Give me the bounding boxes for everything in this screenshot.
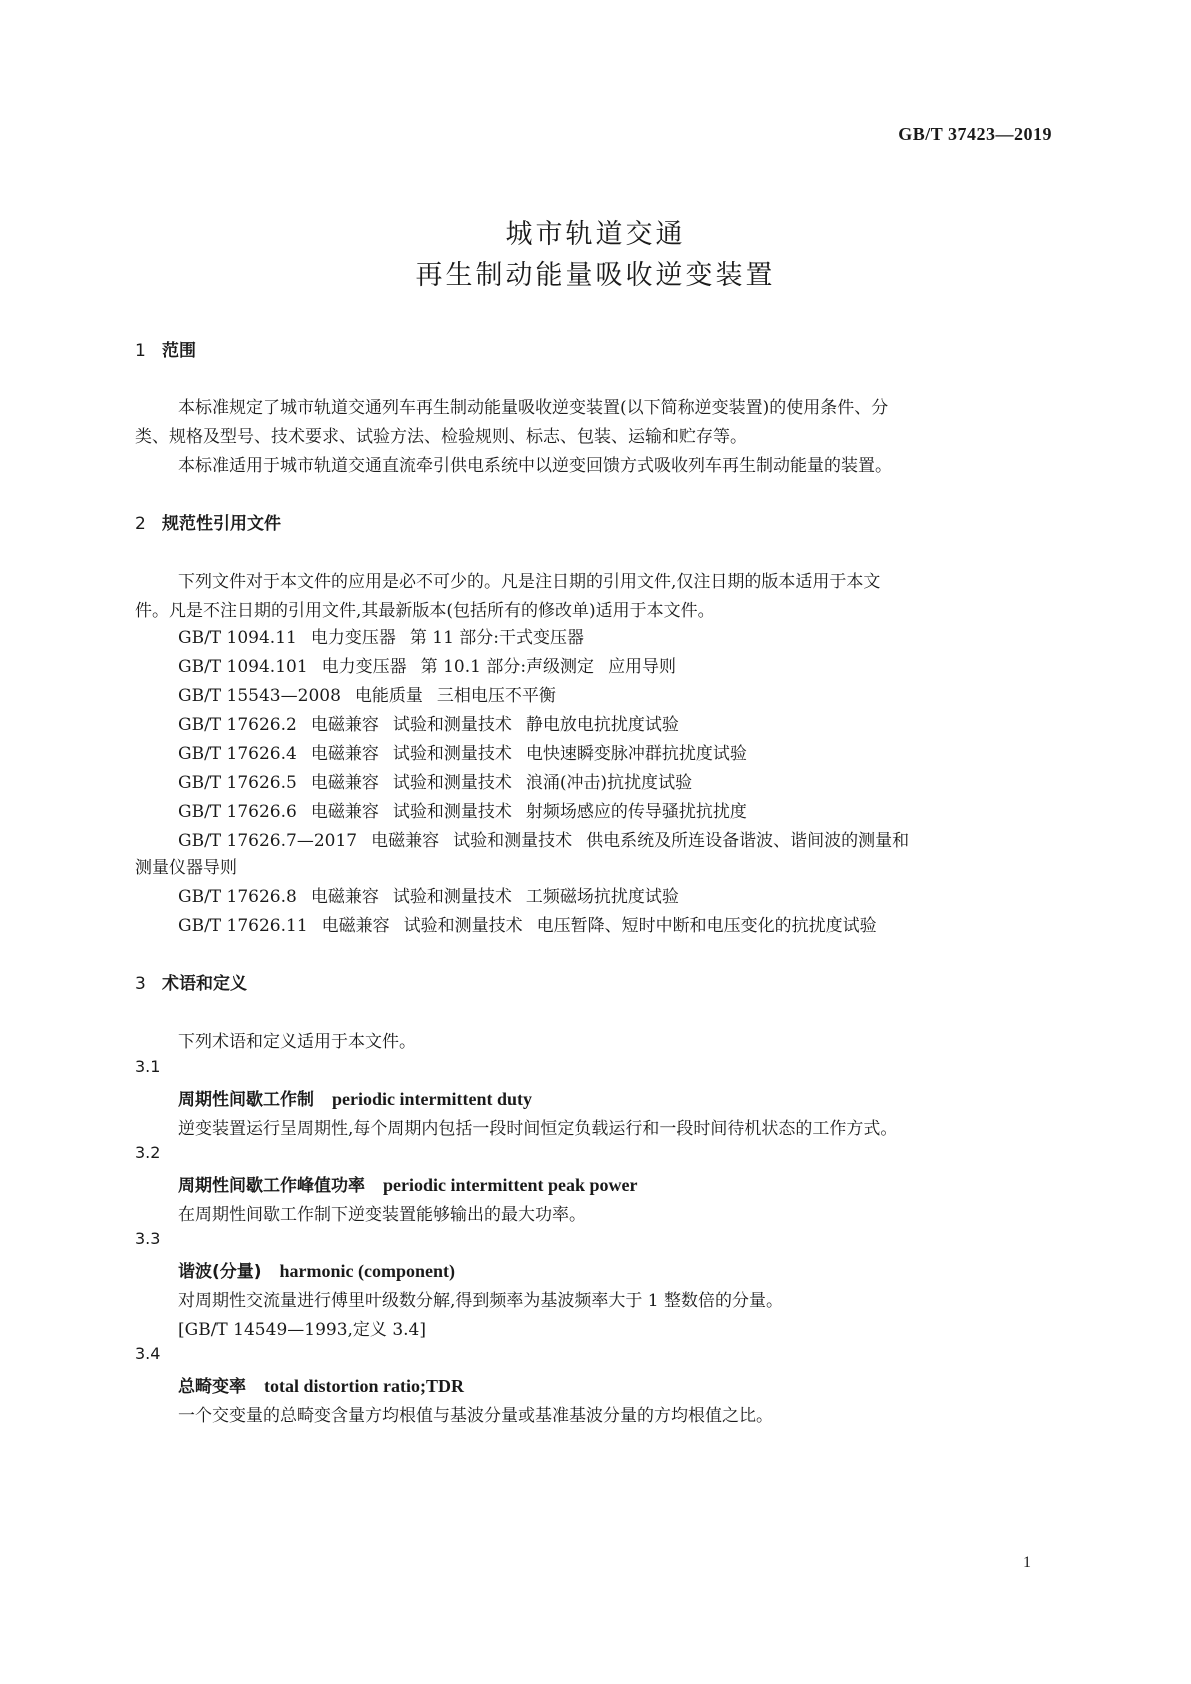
reference-code: GB/T 1094.11: [178, 628, 297, 648]
section-3-intro: 下列术语和定义适用于本文件。: [178, 1032, 416, 1052]
reference-title-part: 浪涌(冲击)抗扰度试验: [525, 773, 693, 793]
reference-code: GB/T 17626.5: [178, 773, 297, 793]
term-number: 3.1: [135, 1057, 161, 1076]
reference-line: [178, 739, 747, 764]
section-2-intro-line-1: 下列文件对于本文件的应用是必不可少的。凡是注日期的引用文件,仅注日期的版本适用于本文: [178, 572, 881, 592]
reference-line: [178, 652, 676, 677]
reference-title-part: 应用导则: [608, 657, 677, 677]
reference-title-part: 电磁兼容: [310, 802, 379, 822]
term-en: total distortion ratio;TDR: [264, 1376, 464, 1396]
page-number: 1: [1023, 1554, 1031, 1571]
section-3-heading: [135, 969, 247, 994]
reference-title-part: 试验和测量技术: [403, 916, 523, 936]
reference-title-part: 静电放电抗扰度试验: [525, 715, 679, 735]
reference-title-part: 电能质量: [354, 686, 423, 706]
reference-code: GB/T 17626.11: [178, 916, 308, 936]
reference-code: GB/T 17626.7—2017: [178, 831, 358, 851]
reference-code: GB/T 15543—2008: [178, 686, 341, 706]
term-zh: 总畸变率: [178, 1377, 246, 1397]
term-zh: 谐波(分量): [178, 1262, 262, 1282]
reference-title-part: 射频场感应的传导骚扰抗扰度: [525, 802, 747, 822]
reference-title-part: 电磁兼容: [310, 773, 379, 793]
term-title: [178, 1372, 464, 1397]
reference-continuation: 测量仪器导则: [135, 858, 237, 878]
section-1-heading: [135, 336, 196, 361]
reference-title-part: 试验和测量技术: [392, 802, 512, 822]
reference-title-part: 电磁兼容: [321, 916, 390, 936]
section-title: 范围: [162, 341, 196, 361]
section-1-para-1-line-1: 本标准规定了城市轨道交通列车再生制动能量吸收逆变装置(以下简称逆变装置)的使用条件、分: [178, 398, 889, 418]
title-line-2: 再生制动能量吸收逆变装置: [415, 260, 776, 291]
section-number: 3: [135, 974, 146, 994]
standard-number: GB/T 37423—2019: [898, 124, 1052, 144]
term-en: harmonic (component): [279, 1261, 456, 1281]
reference-title-part: 试验和测量技术: [453, 831, 573, 851]
reference-title-part: 电磁兼容: [310, 887, 379, 907]
reference-title-part: 试验和测量技术: [392, 715, 512, 735]
section-title: 规范性引用文件: [162, 514, 281, 534]
reference-line: [178, 710, 679, 735]
term-en: periodic intermittent duty: [332, 1089, 532, 1109]
term-title: [178, 1085, 532, 1110]
reference-line: [178, 768, 692, 793]
reference-line: [178, 911, 877, 936]
reference-title-part: 电磁兼容: [310, 744, 379, 764]
term-number: 3.3: [135, 1229, 161, 1248]
term-title: [178, 1171, 637, 1196]
title-line-1: 城市轨道交通: [505, 219, 686, 250]
term-definition: 对周期性交流量进行傅里叶级数分解,得到频率为基波频率大于 1 整数倍的分量。: [178, 1291, 784, 1311]
section-2-intro-line-2: 件。凡是不注日期的引用文件,其最新版本(包括所有的修改单)适用于本文件。: [135, 601, 715, 621]
reference-title-part: 电力变压器: [321, 657, 407, 677]
term-zh: 周期性间歇工作制: [178, 1090, 314, 1110]
reference-title-part: 第 11 部分:干式变压器: [409, 628, 585, 648]
section-title: 术语和定义: [162, 974, 247, 994]
term-number: 3.2: [135, 1143, 161, 1162]
reference-title-part: 三相电压不平衡: [436, 686, 556, 706]
reference-code: GB/T 1094.101: [178, 657, 308, 677]
reference-title-part: 第 10.1 部分:声级测定: [420, 657, 595, 677]
section-number: 1: [135, 341, 146, 361]
reference-title-part: 电力变压器: [310, 628, 396, 648]
reference-code: GB/T 17626.2: [178, 715, 297, 735]
term-number: 3.4: [135, 1344, 161, 1363]
reference-title-part: 电磁兼容: [310, 715, 379, 735]
reference-title-part: 电压暂降、短时中断和电压变化的抗扰度试验: [536, 916, 877, 936]
term-definition: 在周期性间歇工作制下逆变装置能够输出的最大功率。: [178, 1205, 586, 1225]
reference-code: GB/T 17626.6: [178, 802, 297, 822]
reference-line: [178, 882, 679, 907]
reference-title-part: 试验和测量技术: [392, 887, 512, 907]
section-2-heading: [135, 509, 281, 534]
section-1-para-1-line-2: 类、规格及型号、技术要求、试验方法、检验规则、标志、包装、运输和贮存等。: [135, 427, 747, 447]
reference-title-part: 试验和测量技术: [392, 744, 512, 764]
section-1-para-2: 本标准适用于城市轨道交通直流牵引供电系统中以逆变回馈方式吸收列车再生制动能量的装置。: [178, 456, 892, 476]
term-source: [GB/T 14549—1993,定义 3.4]: [178, 1320, 426, 1340]
reference-line: [178, 623, 584, 648]
reference-title-part: 电快速瞬变脉冲群抗扰度试验: [525, 744, 747, 764]
reference-title-part: 供电系统及所连设备谐波、谐间波的测量和: [586, 831, 910, 851]
reference-title-part: 电磁兼容: [371, 831, 440, 851]
term-zh: 周期性间歇工作峰值功率: [178, 1176, 365, 1196]
term-title: [178, 1257, 455, 1282]
reference-code: GB/T 17626.4: [178, 744, 297, 764]
section-number: 2: [135, 514, 146, 534]
term-definition: 一个交变量的总畸变含量方均根值与基波分量或基准基波分量的方均根值之比。: [178, 1406, 773, 1426]
reference-line: [178, 826, 909, 851]
reference-code: GB/T 17626.8: [178, 887, 297, 907]
term-en: periodic intermittent peak power: [383, 1175, 638, 1195]
reference-title-part: 试验和测量技术: [392, 773, 512, 793]
reference-line: [178, 797, 747, 822]
reference-line: [178, 681, 556, 706]
reference-title-part: 工频磁场抗扰度试验: [525, 887, 679, 907]
term-definition: 逆变装置运行呈周期性,每个周期内包括一段时间恒定负载运行和一段时间待机状态的工作方式。: [178, 1119, 898, 1139]
